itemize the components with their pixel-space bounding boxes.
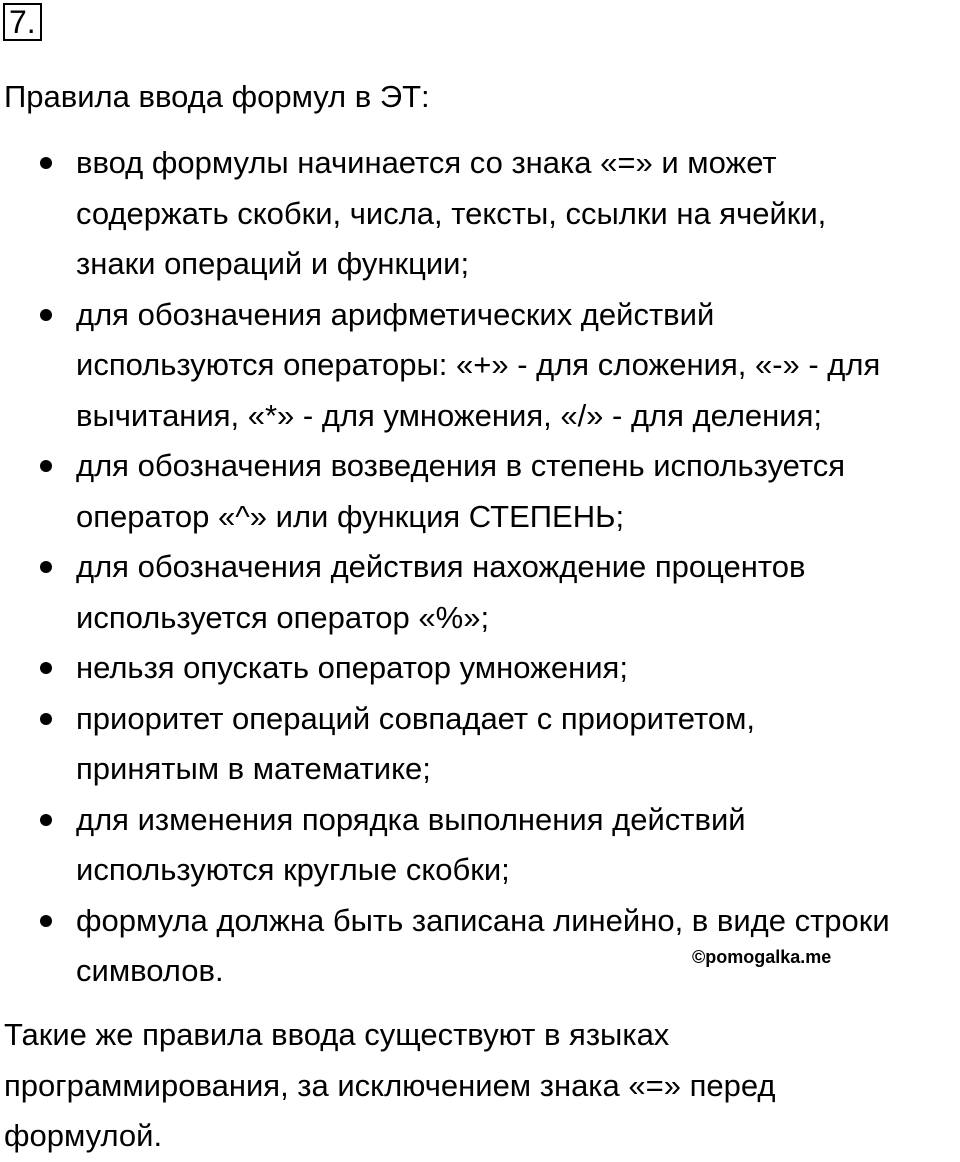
- list-item-text: [76, 643, 960, 694]
- bullet-icon: [40, 561, 52, 573]
- task-number-box: 7.: [3, 3, 42, 41]
- text-line: знаки операций и функции;: [76, 246, 470, 281]
- bullet-icon: [40, 814, 52, 826]
- text-line: вычитания, «*» - для умножения, «/» - для деления;: [76, 397, 823, 433]
- list-item-text: [76, 138, 960, 290]
- list-item-text: [76, 694, 960, 795]
- list-item-text: [76, 441, 960, 542]
- text-line: принятым в математике;: [76, 751, 431, 786]
- bullet-icon: [40, 713, 52, 725]
- watermark: ©pomogalka.me: [692, 947, 832, 967]
- bullet-icon: [40, 157, 52, 169]
- text-line: Такие же правила ввода существуют в языках: [4, 1017, 670, 1052]
- intro-heading: Правила ввода формул в ЭТ:: [4, 79, 430, 114]
- list-item: [0, 441, 960, 542]
- text-line: используется оператор «%»;: [76, 599, 490, 635]
- conclusion-paragraph: [4, 1010, 954, 1162]
- list-item: [0, 290, 960, 442]
- bullet-icon: [40, 460, 52, 472]
- text-line: формулой.: [4, 1118, 163, 1153]
- text-line: используются круглые скобки;: [76, 852, 510, 887]
- rules-list: [0, 138, 960, 997]
- text-line: программирования, за исключением знака «=» перед: [4, 1067, 776, 1103]
- text-line: символов.: [76, 953, 224, 988]
- list-item: [0, 694, 960, 795]
- text-line: формула должна быть записана линейно, в виде строки: [76, 902, 890, 938]
- text-line: для обозначения арифметических действий: [76, 296, 715, 332]
- text-line: для обозначения возведения в степень используется: [76, 448, 846, 483]
- bullet-icon: [40, 309, 52, 321]
- bullet-icon: [40, 915, 52, 927]
- text-line: для обозначения действия нахождение процентов: [76, 549, 806, 584]
- list-item: [0, 542, 960, 643]
- text-line: ввод формулы начинается со знака «=» и может: [76, 145, 777, 180]
- text-line: для изменения порядка выполнения действий: [76, 801, 746, 837]
- list-item: [0, 138, 960, 290]
- text-line: приоритет операций совпадает с приоритетом,: [76, 700, 756, 736]
- list-item-text: [76, 542, 960, 643]
- list-item-text: [76, 290, 960, 442]
- list-item-text: [76, 795, 960, 896]
- list-item: [0, 795, 960, 896]
- list-item: [0, 643, 960, 694]
- text-line: нельзя опускать оператор умножения;: [76, 650, 628, 685]
- bullet-icon: [40, 662, 52, 674]
- text-line: содержать скобки, числа, тексты, ссылки на ячейки,: [76, 195, 827, 231]
- text-line: используются операторы: «+» - для сложения, «-» - для: [76, 347, 881, 382]
- text-line: оператор «^» или функция СТЕПЕНЬ;: [76, 498, 625, 534]
